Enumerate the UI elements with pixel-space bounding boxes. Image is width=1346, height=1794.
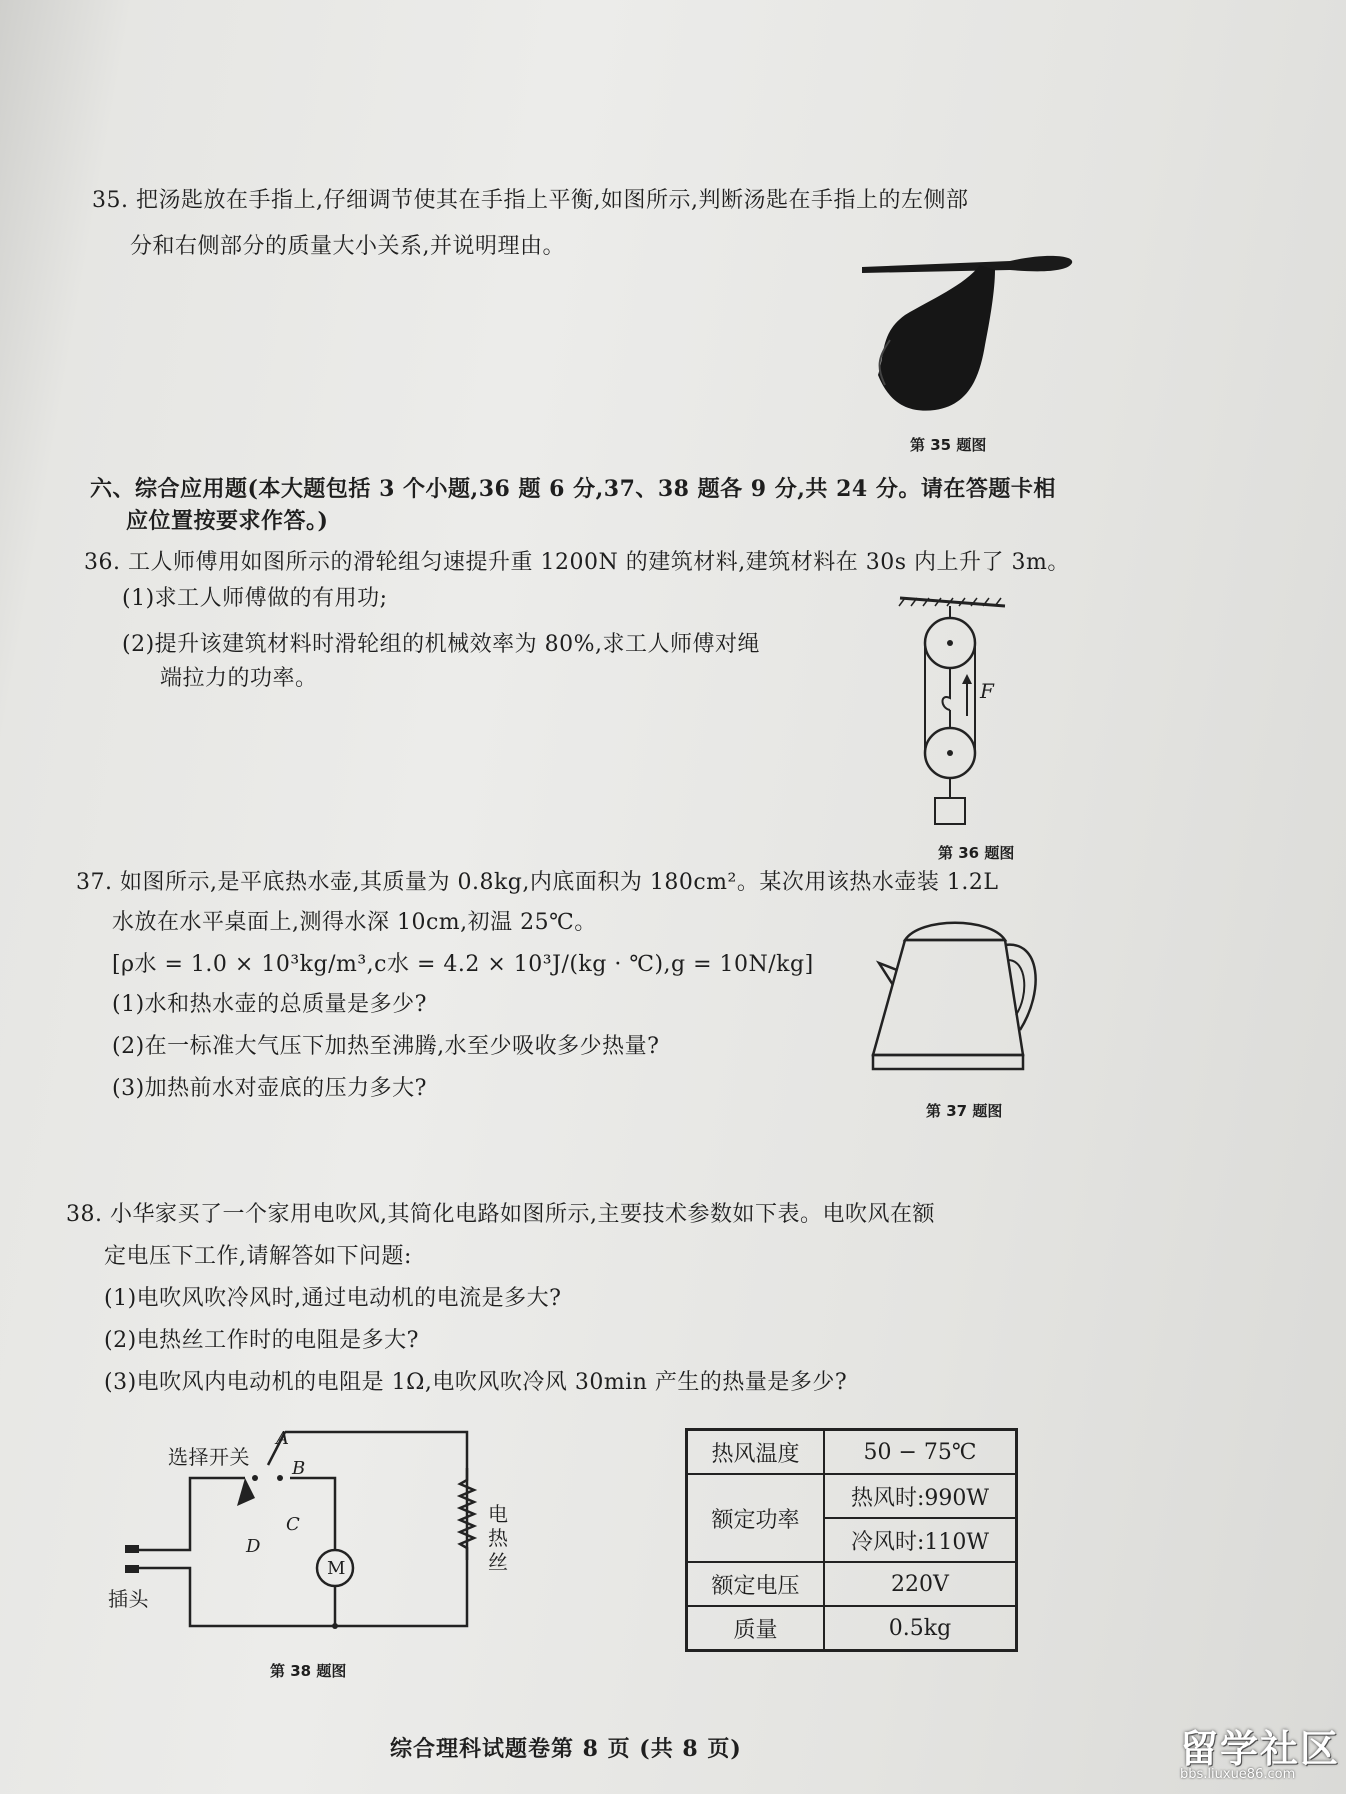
q37-part2: (2)在一标准大气压下加热至沸腾,水至少吸收多少热量? [112, 1034, 660, 1059]
watermark-name: 留学社区 [1180, 1727, 1341, 1771]
q36-caption: 第 36 题图 [938, 844, 1015, 862]
kettle-figure [865, 915, 1045, 1085]
contact-d: D [246, 1536, 261, 1557]
table-value: 220V [824, 1562, 1017, 1606]
watermark-logo [1180, 1718, 1340, 1786]
table-value: 50 − 75℃ [824, 1430, 1017, 1475]
q38-part1: (1)电吹风吹冷风时,通过电动机的电流是多大? [104, 1286, 562, 1311]
q37-part3: (3)加热前水对壶底的压力多大? [112, 1076, 427, 1101]
q38-part3: (3)电吹风内电动机的电阻是 1Ω,电吹风吹冷风 30min 产生的热量是多少? [104, 1370, 848, 1395]
spoon-hand-figure [860, 245, 1080, 425]
spec-table [685, 1428, 1018, 1652]
q37-constants: [ρ水 = 1.0 × 10³kg/m³,c水 = 4.2 × 10³J/(kg · ℃),g = 10N/kg] [112, 952, 814, 977]
table-row [687, 1606, 1017, 1651]
q38-part2: (2)电热丝工作时的电阻是多大? [104, 1328, 419, 1353]
contact-c: C [286, 1514, 301, 1535]
q38-stem2: 定电压下工作,请解答如下问题: [104, 1244, 412, 1269]
switch-label: 选择开关 [168, 1445, 250, 1469]
table-value: 0.5kg [824, 1606, 1017, 1651]
q36-part2b: 端拉力的功率。 [160, 666, 318, 691]
contact-b: B [292, 1458, 306, 1479]
q35-line1: 35. 把汤匙放在手指上,仔细调节使其在手指上平衡,如图所示,判断汤匙在手指上的左侧部 [92, 188, 969, 213]
pulley-figure [895, 598, 1015, 838]
table-value: 冷风时:110W [824, 1518, 1017, 1562]
section6-line2: 应位置按要求作答。) [126, 508, 329, 534]
q37-stem2: 水放在水平桌面上,测得水深 10cm,初温 25℃。 [112, 910, 597, 935]
table-key: 质量 [687, 1606, 825, 1651]
page-footer: 综合理科试题卷第 8 页 (共 8 页) [390, 1736, 742, 1762]
q35-line2: 分和右侧部分的质量大小关系,并说明理由。 [130, 234, 565, 259]
table-key: 热风温度 [687, 1430, 825, 1475]
heater-label: 电热丝 [488, 1502, 509, 1574]
q37-caption: 第 37 题图 [926, 1102, 1003, 1120]
table-value: 热风时:990W [824, 1474, 1017, 1518]
motor-label: M [327, 1558, 346, 1579]
q37-stem1: 37. 如图所示,是平底热水壶,其质量为 0.8kg,内底面积为 180cm²。某次用该热水壶装 1.2L [76, 870, 999, 895]
q38-caption: 第 38 题图 [270, 1662, 347, 1680]
q36-part2a: (2)提升该建筑材料时滑轮组的机械效率为 80%,求工人师傅对绳 [122, 632, 761, 657]
table-row [687, 1562, 1017, 1606]
q37-part1: (1)水和热水壶的总质量是多少? [112, 992, 427, 1017]
force-label: F [980, 679, 995, 703]
table-key: 额定功率 [687, 1474, 825, 1562]
watermark-url: bbs.liuxue86.com [1180, 1767, 1296, 1782]
table-row [687, 1474, 1017, 1518]
q35-caption: 第 35 题图 [910, 436, 987, 454]
q36-stem: 36. 工人师傅用如图所示的滑轮组匀速提升重 1200N 的建筑材料,建筑材料在 30s 内上升了 3m。 [84, 550, 1070, 575]
table-key: 额定电压 [687, 1562, 825, 1606]
section6-line1: 六、综合应用题(本大题包括 3 个小题,36 题 6 分,37、38 题各 9 分,共 24 分。请在答题卡相 [90, 476, 1056, 502]
q36-part1: (1)求工人师傅做的有用功; [122, 586, 388, 611]
plug-label: 插头 [108, 1587, 149, 1611]
contact-a: A [276, 1428, 290, 1449]
q38-stem1: 38. 小华家买了一个家用电吹风,其简化电路如图所示,主要技术参数如下表。电吹风在额 [66, 1202, 935, 1227]
table-row [687, 1430, 1017, 1475]
